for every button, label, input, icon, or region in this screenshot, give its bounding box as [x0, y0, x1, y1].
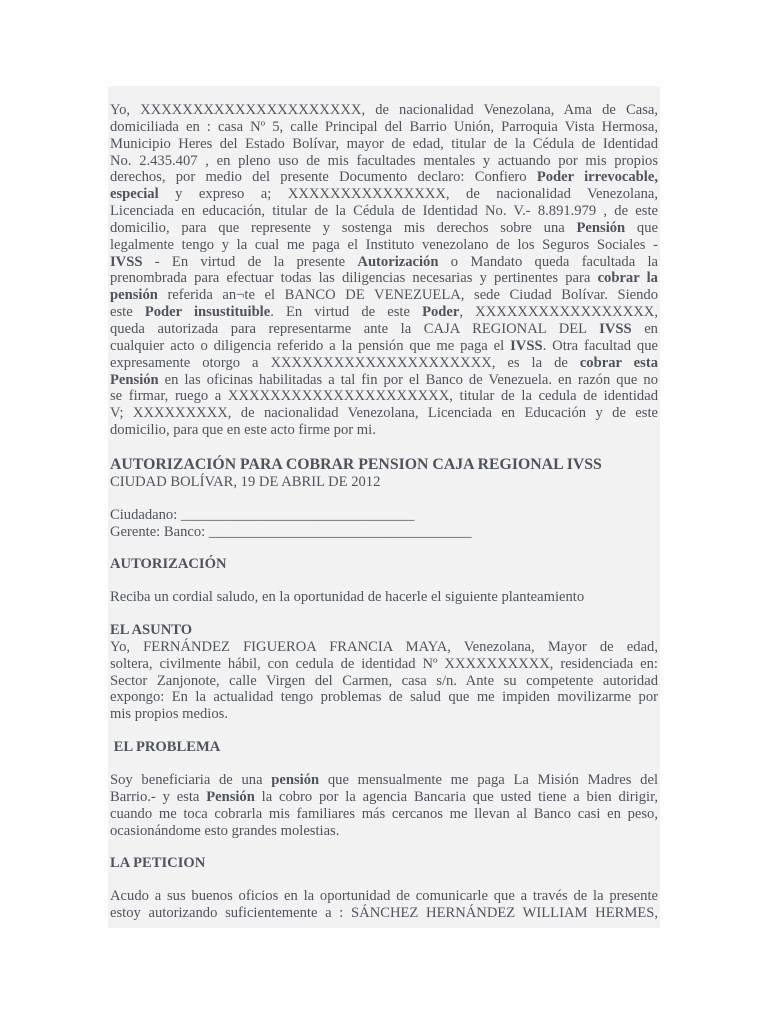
bold-text: IVSS: [110, 253, 143, 270]
text-run: que: [625, 219, 658, 236]
text-run: Soy beneficiaria de una: [110, 772, 272, 788]
text-run: cuando me toca cobrarla mis familiares más cercanos me llevan al Banco casi en peso,: [110, 805, 658, 822]
text-run: Yo, XXXXXXXXXXXXXXXXXXXXX, de nacionalidad Venezolana, Ama de Casa,: [110, 102, 658, 118]
ciudadano-line: Ciudadano: ________________________________: [110, 506, 415, 523]
text-run: la cobro por la agencia Bancaria que usted tiene a bien dirigir,: [254, 788, 658, 805]
text-line: [110, 119, 658, 136]
bold-text: Pensión: [110, 371, 159, 388]
bold-text: IVSS: [599, 320, 632, 337]
text-run: prenombrada para efectuar todas las diligencias necesarias y pertinentes para: [110, 270, 598, 287]
bold-text: pensión: [271, 772, 320, 788]
text-run: . En virtud de este: [270, 304, 423, 321]
text-line: [110, 220, 658, 237]
text-run: en: [631, 320, 658, 337]
text-run: Barrio.- y esta: [110, 788, 207, 805]
text-run: referida an¬te el BANCO DE VENEZUELA, sede Ciudad Bolívar. Siendo: [157, 287, 658, 304]
bold-text: Poder insustituible: [144, 304, 271, 321]
text-run: , XXXXXXXXXXXXXXXXX,: [459, 304, 658, 321]
text-line: [110, 203, 658, 220]
greeting-text: Reciba un cordial saludo, en la oportunidad de hacerle el siguiente planteamiento: [110, 589, 585, 606]
text-line: [110, 806, 658, 823]
text-run: domicilio, para que en este acto firme por mi.: [110, 422, 376, 439]
bold-text: cobrar esta: [579, 354, 658, 371]
bold-text: Pensión: [576, 219, 626, 236]
text-line: [110, 102, 658, 119]
text-line: [110, 136, 658, 153]
text-line: [110, 186, 658, 203]
bold-text: pensión: [110, 287, 158, 304]
text-line: [110, 355, 658, 372]
text-run: y expreso a; XXXXXXXXXXXXXXX, de nacionalidad Venezolana,: [158, 186, 658, 203]
mandate-paragraph: [110, 102, 658, 439]
text-line: [110, 656, 658, 673]
text-run: . Otra facultad que: [542, 337, 659, 354]
text-line: [110, 823, 658, 840]
text-run: que mensualmente me paga La Misión Madres del: [319, 772, 658, 788]
text-line: [110, 153, 658, 170]
text-line: [110, 639, 658, 656]
text-line: [110, 287, 658, 304]
text-line: [110, 372, 658, 389]
text-run: se firmar, ruego a XXXXXXXXXXXXXXXXXXXXX, titular de la cedula de identidad: [110, 388, 658, 405]
text-run: ocasionándome esto grandes molestias.: [110, 822, 340, 839]
bold-text: IVSS: [510, 337, 543, 354]
text-line: [110, 338, 658, 355]
text-run: estoy autorizando suficientemente a : SÁNCHEZ HERNÁNDEZ WILLIAM HERMES,: [110, 905, 658, 922]
bold-text: especial: [110, 186, 159, 203]
text-line: [110, 405, 658, 422]
text-line: [110, 905, 658, 922]
text-run: Yo, FERNÁNDEZ FIGUEROA FRANCIA MAYA, Venezolana, Mayor de edad,: [110, 638, 658, 655]
text-line: [110, 706, 658, 723]
document-heading: AUTORIZACIÓN PARA COBRAR PENSION CAJA REGIONAL IVSS: [110, 455, 602, 473]
text-run: No. 2.435.407 , en pleno uso de mis facultades mentales y actuando por mis propios: [110, 152, 658, 169]
document-body: [110, 102, 658, 922]
text-run: Sector Zanjonote, calle Virgen del Carmen, casa s/n. Ante su competente autoridad: [110, 672, 658, 689]
text-run: en las oficinas habilitadas a tal fin por el Banco de Venezuela. en razón que no: [158, 371, 658, 388]
text-line: [110, 254, 658, 271]
asunto-paragraph: [110, 639, 658, 723]
text-run: cualquier acto o diligencia referido a la pensión que me paga el: [110, 337, 511, 354]
asunto-title: EL ASUNTO: [110, 622, 193, 639]
text-run: queda autorizada para representarme ante la CAJA REGIONAL DEL: [110, 320, 600, 337]
text-run: Municipio Heres del Estado Bolívar, mayor de edad, titular de la Cédula de Identidad: [110, 135, 658, 152]
text-run: Licenciada en educación, titular de la Cédula de Identidad No. V.- 8.891.979 , de este: [110, 203, 658, 220]
bold-text: Poder irrevocable,: [536, 169, 658, 186]
text-run: V; XXXXXXXXX, de nacionalidad Venezolana, Licenciada en Educación y de este: [110, 405, 658, 422]
problema-paragraph: [110, 772, 658, 839]
text-line: [110, 321, 658, 338]
text-line: [110, 270, 658, 287]
text-run: soltera, civilmente hábil, con cedula de identidad Nº XXXXXXXXXX, residenciada en:: [110, 655, 658, 672]
text-line: [110, 789, 658, 806]
bold-text: Poder: [422, 304, 460, 321]
text-line: [110, 772, 658, 789]
text-run: domicilio, para que represente y sostenga mis derechos sobre una: [110, 219, 577, 236]
text-line: [110, 304, 658, 321]
text-run: domiciliada en : casa Nº 5, calle Principal del Barrio Unión, Parroquia Vista Hermosa,: [110, 118, 658, 135]
text-line: [110, 422, 658, 439]
text-line: [110, 888, 658, 905]
peticion-title: LA PETICION: [110, 855, 206, 872]
text-run: mis propios medios.: [110, 706, 228, 723]
bold-text: Pensión: [206, 788, 255, 805]
document-page: [108, 86, 660, 928]
text-run: este: [110, 304, 145, 321]
autorizacion-title: AUTORIZACIÓN: [110, 556, 227, 573]
text-run: expongo: En la actualidad tengo problemas de salud que me impiden movilizarme por: [110, 689, 658, 706]
text-run: - En virtud de la presente: [142, 253, 358, 270]
text-run: legalmente tengo y la cual me paga el Instituto venezolano de los Seguros Sociales -: [110, 236, 658, 253]
text-line: [110, 689, 658, 706]
gerente-line: Gerente: Banco: ____________________________________: [110, 523, 472, 540]
text-run: o Mandato queda facultada la: [438, 253, 658, 270]
text-run: derechos, por medio del presente Documento declaro: Confiero: [110, 169, 537, 186]
text-line: [110, 388, 658, 405]
text-run: Acudo a sus buenos oficios en la oportunidad de comunicarle que a través de la presente: [110, 888, 658, 905]
place-date: CIUDAD BOLÍVAR, 19 DE ABRIL DE 2012: [110, 473, 381, 490]
text-run: expresamente otorgo a XXXXXXXXXXXXXXXXXXXXX, es la de: [110, 354, 580, 371]
bold-text: cobrar la: [597, 270, 658, 287]
bold-text: Autorización: [357, 253, 439, 270]
peticion-paragraph: [110, 888, 658, 922]
problema-title: EL PROBLEMA: [110, 739, 221, 756]
text-line: [110, 673, 658, 690]
text-line: [110, 169, 658, 186]
text-line: [110, 237, 658, 254]
